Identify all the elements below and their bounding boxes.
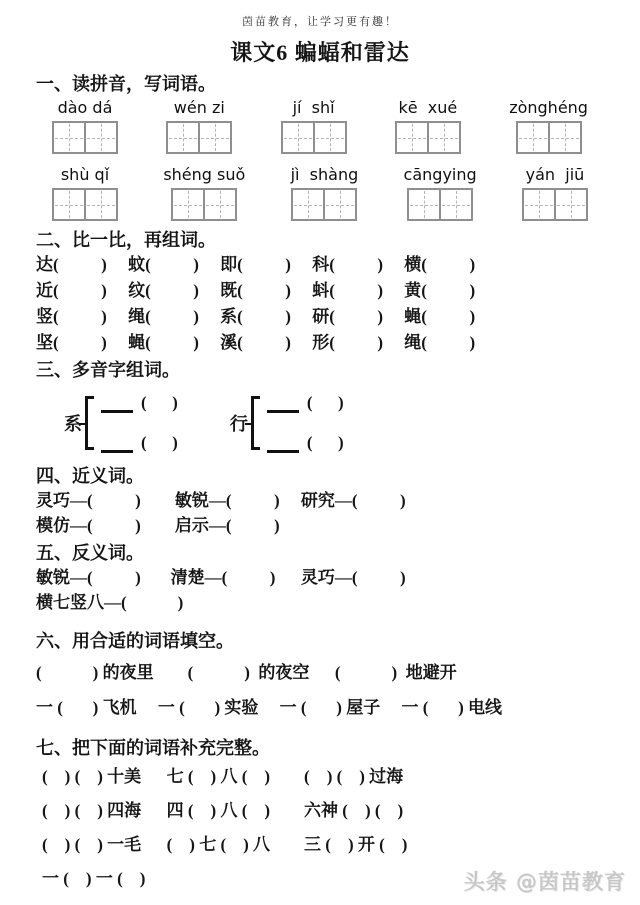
paren-blank: ( ) xyxy=(141,433,178,452)
grid-cell xyxy=(548,123,580,152)
grid-cell xyxy=(84,123,116,152)
underline-blank xyxy=(101,440,133,453)
polyphone-body xyxy=(64,392,604,454)
grid-cell xyxy=(168,123,198,152)
pinyin-item xyxy=(395,96,461,154)
polyphone-char: 系 xyxy=(64,414,82,434)
fill-blank-row: 敏锐—( ) 清楚—( ) 灵巧—( ) xyxy=(36,568,406,587)
section-1-heading: 一、读拼音，写词语。 xyxy=(36,74,216,94)
pinyin-item xyxy=(522,163,588,221)
pinyin-label: zònghéng xyxy=(509,98,588,117)
bracket-shape xyxy=(251,396,260,450)
grid-cell xyxy=(198,123,230,152)
fill-blank-row: ( ) ( ) 十美 七 ( ) 八 ( ) ( ) ( ) 过海 xyxy=(42,767,404,786)
grid-cell xyxy=(409,190,439,219)
fill-blank-row: 模仿—( ) 启示—( ) xyxy=(36,516,280,535)
polyphone-item xyxy=(230,393,344,453)
grid-cell xyxy=(524,190,554,219)
fill-blank-row: 一 ( ) 飞机 一 ( ) 实验 一 ( ) 屋子 一 ( ) 电线 xyxy=(36,698,503,717)
grid-cell xyxy=(518,123,548,152)
polyphone-lines xyxy=(101,393,178,453)
pinyin-item xyxy=(404,163,477,221)
fill-blank-row: ( ) ( ) 一毛 ( ) 七 ( ) 八 三 ( ) 开 ( ) xyxy=(42,835,408,854)
grid-cell xyxy=(173,190,203,219)
pinyin-label: jí shǐ xyxy=(292,98,335,117)
grid-cell xyxy=(54,190,84,219)
header-slogan: 茵苗教育，让学习更有趣！ xyxy=(242,16,398,28)
toutiao-watermark: 头条 @茵苗教育 xyxy=(463,870,626,894)
section-7-heading: 七、把下面的词语补充完整。 xyxy=(36,738,270,758)
section-5-heading: 五、反义词。 xyxy=(36,543,144,563)
pinyin-item xyxy=(166,96,232,154)
pinyin-item xyxy=(291,163,359,221)
pinyin-item xyxy=(52,163,118,221)
pinyin-item xyxy=(52,96,118,154)
writing-grid-box xyxy=(171,188,237,221)
fill-blank-row: 一 ( ) 一 ( ) xyxy=(42,869,146,888)
section-polyphone xyxy=(36,358,604,454)
fill-blank-row: 达( ) 蚊( ) 即( ) 科( ) 横( ) xyxy=(36,255,476,274)
writing-grid-box xyxy=(395,121,461,154)
fill-blank-row: ( ) 的夜里 ( ) 的夜空 ( ) 地避开 xyxy=(36,663,457,682)
writing-grid-box xyxy=(516,121,582,154)
writing-grid-box xyxy=(522,188,588,221)
pinyin-label: kē xué xyxy=(398,98,458,117)
pinyin-label: wén zi xyxy=(173,98,225,117)
fill-blank-row: 近( ) 纹( ) 既( ) 蚪( ) 黄( ) xyxy=(36,281,476,300)
section-6-heading: 六、用合适的词语填空。 xyxy=(36,631,234,651)
pinyin-row-2 xyxy=(36,163,604,221)
section-3-heading: 三、多音字组词。 xyxy=(36,360,180,380)
paren-blank: ( ) xyxy=(306,393,344,412)
grid-cell xyxy=(439,190,471,219)
underline-blank xyxy=(101,400,133,413)
grid-cell xyxy=(323,190,355,219)
grid-cell xyxy=(554,190,586,219)
answer-line xyxy=(267,433,344,453)
grid-cell xyxy=(293,190,323,219)
grid-cell xyxy=(313,123,345,152)
page-title: 课文6 蝙蝠和雷达 xyxy=(230,40,410,65)
pinyin-label: dào dá xyxy=(57,98,113,117)
writing-grid-box xyxy=(291,188,357,221)
pinyin-item xyxy=(509,96,588,154)
polyphone-lines xyxy=(267,393,344,453)
section-2-heading: 二、比一比，再组词。 xyxy=(36,230,216,250)
underline-blank xyxy=(267,440,299,453)
section-pinyin xyxy=(36,72,604,221)
answer-line xyxy=(267,393,344,413)
section-4-heading: 四、近义词。 xyxy=(36,466,144,486)
fill-blank-row: 横七竖八—( ) xyxy=(36,593,184,612)
writing-grid-box xyxy=(52,121,118,154)
fill-blank-row: 灵巧—( ) 敏锐—( ) 研究—( ) xyxy=(36,491,406,510)
answer-line xyxy=(101,433,178,453)
pinyin-item xyxy=(163,163,245,221)
section-antonyms xyxy=(36,541,604,615)
pinyin-row-1 xyxy=(36,96,604,154)
bracket-shape xyxy=(85,396,94,450)
pinyin-label: jì shàng xyxy=(290,165,359,184)
writing-grid-box xyxy=(281,121,347,154)
pinyin-label: shéng suǒ xyxy=(163,165,246,184)
polyphone-char: 行 xyxy=(229,414,248,434)
paren-blank: ( ) xyxy=(306,433,344,452)
grid-cell xyxy=(54,123,84,152)
section-compare-words xyxy=(36,228,604,356)
grid-cell xyxy=(397,123,427,152)
grid-cell xyxy=(427,123,459,152)
writing-grid-box xyxy=(407,188,473,221)
pinyin-label: cāngying xyxy=(403,165,477,184)
grid-cell xyxy=(203,190,235,219)
pinyin-label: shù qǐ xyxy=(60,165,110,184)
pinyin-label: yán jiū xyxy=(525,165,585,184)
section-synonyms xyxy=(36,464,604,538)
section-word-fill xyxy=(36,629,604,723)
grid-cell xyxy=(84,190,116,219)
underline-blank xyxy=(267,400,299,413)
paren-blank: ( ) xyxy=(141,393,178,412)
polyphone-item xyxy=(64,393,178,453)
writing-grid-box xyxy=(166,121,232,154)
fill-blank-row: 坚( ) 蝇( ) 溪( ) 形( ) 绳( ) xyxy=(36,333,476,352)
fill-blank-row: ( ) ( ) 四海 四 ( ) 八 ( ) 六神 ( ) ( ) xyxy=(42,801,404,820)
worksheet-content xyxy=(0,72,640,896)
pinyin-item xyxy=(281,96,347,154)
answer-line xyxy=(101,393,178,413)
fill-blank-row: 竖( ) 绳( ) 系( ) 研( ) 蝇( ) xyxy=(36,307,476,326)
grid-cell xyxy=(283,123,313,152)
writing-grid-box xyxy=(52,188,118,221)
